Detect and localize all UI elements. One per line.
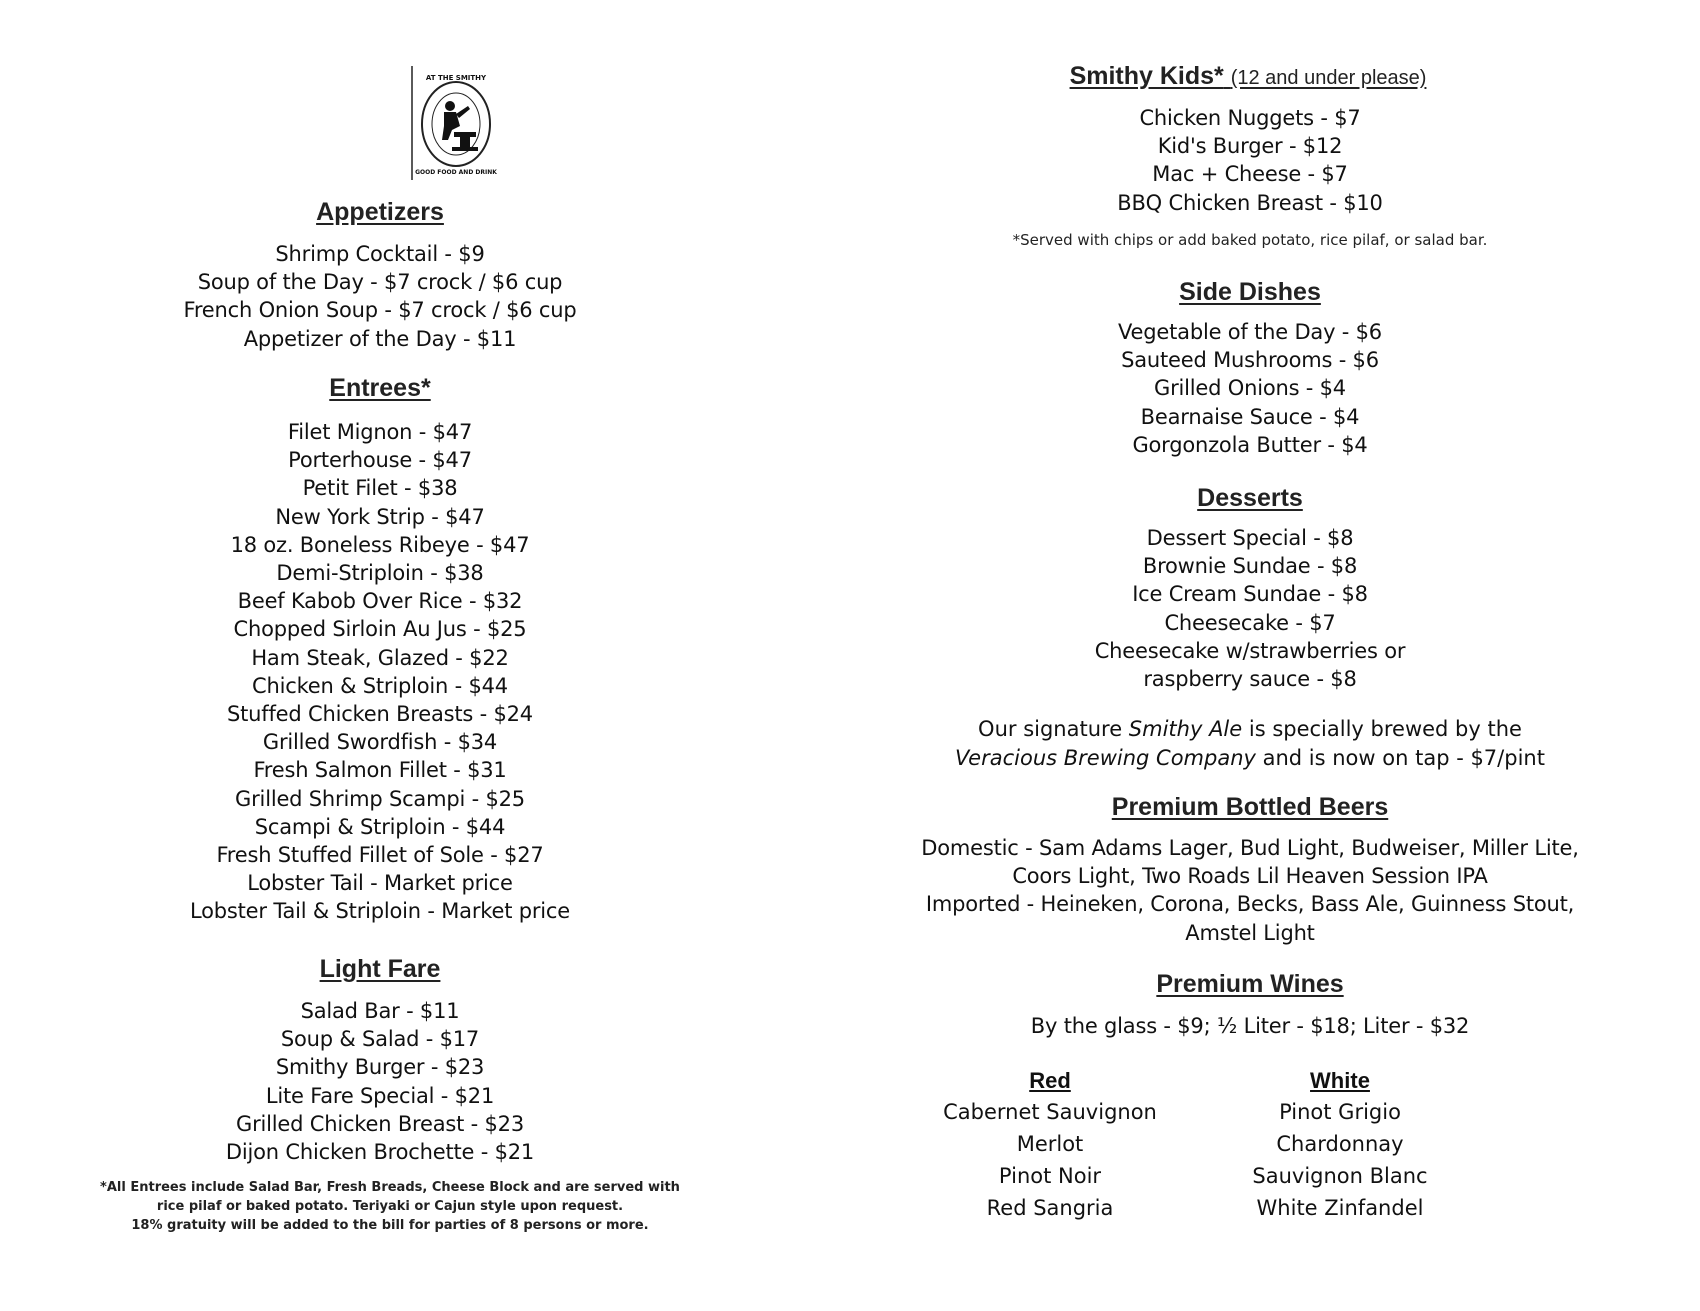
- menu-item: Beef Kabob Over Rice - $32: [237, 589, 523, 614]
- wines-pricing: By the glass - $9; ½ Liter - $18; Liter - $32: [1030, 1014, 1470, 1038]
- menu-item: Lobster Tail & Striploin - Market price: [190, 899, 570, 924]
- menu-item: BBQ Chicken Breast - $10: [1117, 190, 1383, 215]
- menu-item: Ham Steak, Glazed - $22: [251, 645, 509, 670]
- desserts-heading: Desserts: [1197, 484, 1303, 512]
- beers-list: [860, 834, 1640, 947]
- red-wines-heading: Red: [1029, 1068, 1071, 1093]
- logo-bottom-text: GOOD FOOD AND DRINK: [415, 169, 497, 176]
- menu-item: Salad Bar - $11: [300, 999, 460, 1023]
- sides-heading: Side Dishes: [1179, 278, 1321, 306]
- entrees-list: [80, 418, 680, 926]
- brewery-name: Veracious Brewing Company: [955, 745, 1256, 770]
- wine-item: White Zinfandel: [1256, 1196, 1424, 1220]
- wine-item: Red Sangria: [986, 1196, 1114, 1220]
- entrees-heading: Entrees*: [329, 374, 431, 402]
- kids-age-note: (12 and under please): [1230, 67, 1427, 89]
- wine-item: Sauvignon Blanc: [1252, 1164, 1428, 1188]
- menu-item: Soup of the Day - $7 crock / $6 cup: [197, 270, 563, 295]
- ale-name: Smithy Ale: [1128, 717, 1243, 741]
- menu-item: Lobster Tail - Market price: [247, 871, 513, 896]
- wine-item: Chardonnay: [1276, 1132, 1404, 1156]
- menu-item: Cheesecake w/strawberries or: [1094, 638, 1406, 663]
- menu-item: Ice Cream Sundae - $8: [1132, 582, 1368, 607]
- menu-item: Soup & Salad - $17: [280, 1027, 480, 1052]
- menu-item: Porterhouse - $47: [288, 448, 472, 473]
- menu-item: Fresh Stuffed Fillet of Sole - $27: [216, 843, 544, 868]
- menu-item: Filet Mignon - $47: [287, 420, 473, 444]
- menu-item: Stuffed Chicken Breasts - $24: [227, 702, 533, 727]
- light-fare-heading: Light Fare: [319, 955, 441, 983]
- kids-list: [860, 104, 1640, 217]
- logo-top-text: AT THE SMITHY: [425, 74, 487, 82]
- menu-item: French Onion Soup - $7 crock / $6 cup: [183, 298, 577, 323]
- menu-item: Mac + Cheese - $7: [1152, 162, 1348, 187]
- entrees-footnote: [100, 1178, 680, 1235]
- menu-item: Shrimp Cocktail - $9: [275, 242, 485, 266]
- menu-item: Bearnaise Sauce - $4: [1140, 404, 1360, 429]
- menu-item: Grilled Shrimp Scampi - $25: [235, 786, 525, 811]
- wine-item: Pinot Noir: [998, 1164, 1102, 1188]
- menu-item: Cheesecake - $7: [1164, 610, 1336, 635]
- beers-heading: Premium Bottled Beers: [1111, 793, 1389, 821]
- footnote-line: rice pilaf or baked potato. Teriyaki or Cajun style upon request.: [156, 1199, 624, 1214]
- sides-list: [860, 318, 1640, 459]
- menu-item: 18 oz. Boneless Ribeye - $47: [230, 532, 530, 557]
- menu-item: raspberry sauce - $8: [1143, 667, 1357, 692]
- desserts-list: [860, 524, 1640, 693]
- red-wines: [920, 1068, 1180, 1224]
- menu-item: Brownie Sundae - $8: [1142, 554, 1358, 579]
- menu-item: Grilled Chicken Breast - $23: [236, 1111, 524, 1136]
- white-wines: [1210, 1068, 1470, 1224]
- beer-line: Domestic - Sam Adams Lager, Bud Light, Budweiser, Miller Lite,: [921, 836, 1579, 860]
- menu-item: Chicken Nuggets - $7: [1139, 106, 1361, 130]
- right-column: [860, 0, 1640, 1311]
- menu-item: Dijon Chicken Brochette - $21: [225, 1140, 535, 1165]
- menu-item: Demi-Striploin - $38: [276, 561, 484, 586]
- menu-item: Sauteed Mushrooms - $6: [1121, 348, 1379, 373]
- kids-title: Smithy Kids*: [1069, 62, 1224, 90]
- wine-item: Cabernet Sauvignon: [943, 1100, 1157, 1124]
- smithy-logo: [410, 64, 502, 182]
- menu-item: Lite Fare Special - $21: [265, 1083, 495, 1108]
- footnote-line: *All Entrees include Salad Bar, Fresh Breads, Cheese Block and are served with: [100, 1180, 680, 1195]
- menu-item: Appetizer of the Day - $11: [243, 326, 517, 351]
- menu-item: Petit Filet - $38: [302, 476, 458, 501]
- menu-item: Chopped Sirloin Au Jus - $25: [233, 617, 527, 642]
- menu-item: Fresh Salmon Fillet - $31: [253, 758, 507, 783]
- kids-footnote: *Served with chips or add baked potato, rice pilaf, or salad bar.: [1012, 231, 1488, 249]
- menu-item: Grilled Swordfish - $34: [262, 730, 498, 755]
- kids-heading: [856, 62, 1640, 91]
- appetizers-heading: Appetizers: [316, 198, 444, 226]
- ale-text: and is now on tap - $7/pint: [1255, 745, 1545, 770]
- smithy-ale-paragraph: [860, 715, 1640, 772]
- wines-heading: Premium Wines: [1156, 970, 1344, 998]
- menu-item: Dessert Special - $8: [1146, 526, 1354, 550]
- beer-line: Imported - Heineken, Corona, Becks, Bass Ale, Guinness Stout,: [925, 892, 1575, 917]
- ale-text: Our signature: [978, 717, 1129, 741]
- ale-text: is specially brewed by the: [1242, 717, 1522, 741]
- left-column: [80, 0, 680, 1311]
- white-wines-heading: White: [1310, 1068, 1370, 1093]
- menu-item: Gorgonzola Butter - $4: [1132, 432, 1368, 457]
- appetizers-list: [80, 240, 680, 353]
- menu-item: Kid's Burger - $12: [1157, 134, 1343, 159]
- menu-item: New York Strip - $47: [275, 504, 485, 529]
- wine-item: Merlot: [1016, 1132, 1084, 1156]
- beer-line: Coors Light, Two Roads Lil Heaven Session IPA: [1012, 864, 1488, 889]
- menu-item: Vegetable of the Day - $6: [1118, 320, 1382, 344]
- menu-item: Scampi & Striploin - $44: [254, 814, 506, 839]
- wine-item: Pinot Grigio: [1279, 1100, 1401, 1124]
- menu-item: Smithy Burger - $23: [275, 1055, 485, 1080]
- footnote-line: 18% gratuity will be added to the bill for parties of 8 persons or more.: [131, 1218, 649, 1233]
- menu-item: Grilled Onions - $4: [1154, 376, 1346, 401]
- light-fare-list: [80, 997, 680, 1166]
- beer-line: Amstel Light: [1185, 920, 1315, 945]
- menu-item: Chicken & Striploin - $44: [252, 673, 508, 698]
